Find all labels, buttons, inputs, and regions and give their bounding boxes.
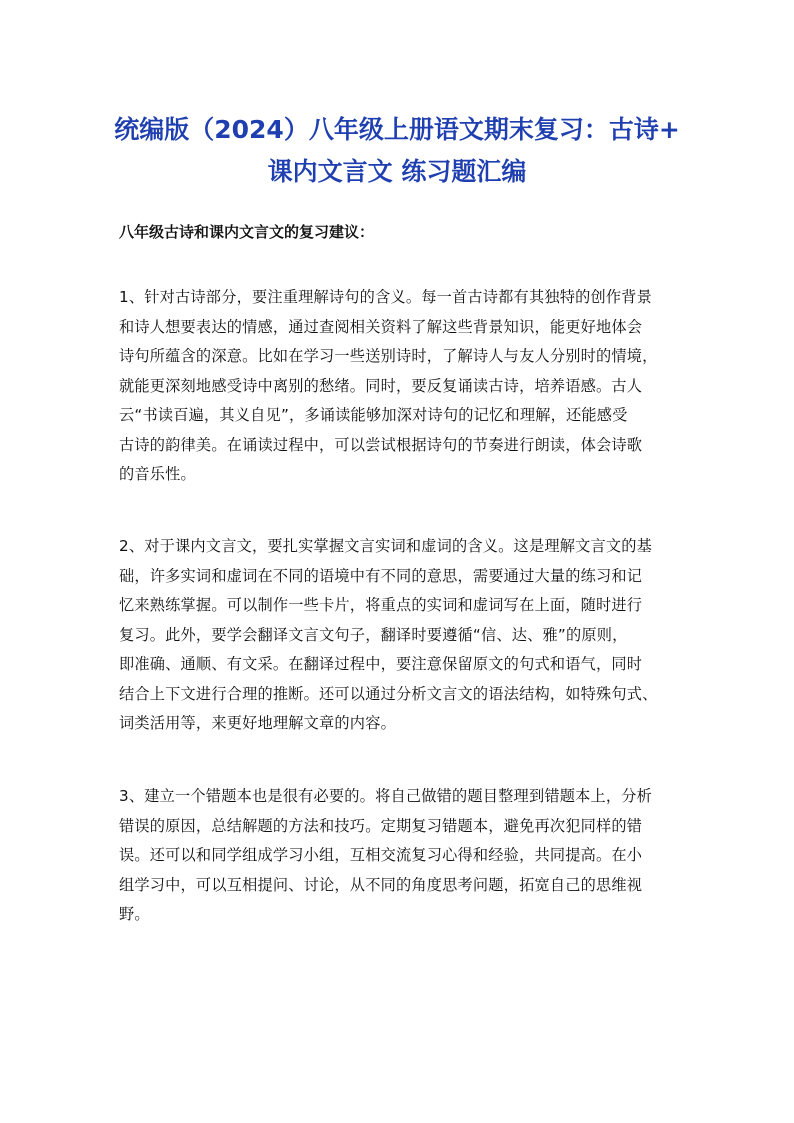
paragraph-line: 组学习中，可以互相提问、讨论，从不同的角度思考问题，拓宽自己的思维视 <box>119 875 643 894</box>
paragraph-line: 诗句所蕴含的深意。比如在学习一些送别诗时，了解诗人与友人分别时的情境， <box>119 347 658 365</box>
paragraph-line: 就能更深刻地感受诗中离别的愁绪。同时，要反复诵读古诗，培养语感。古人 <box>119 376 643 395</box>
paragraph-line: 复习。此外，要学会翻译文言文句子，翻译时要遵循“信、达、雅”的原则， <box>119 625 628 644</box>
paragraph-3 <box>119 782 685 930</box>
paragraph-line: 野。 <box>119 905 150 923</box>
paragraph-line: 忆来熟练掌握。可以制作一些卡片，将重点的实词和虚词写在上面，随时进行 <box>119 596 643 614</box>
paragraph-line: 3、建立一个错题本也是很有必要的。将自己做错的题目整理到错题本上，分析 <box>119 787 653 805</box>
paragraph-line: 和诗人想要表达的情感，通过查阅相关资料了解这些背景知识，能更好地体会 <box>119 317 643 336</box>
paragraph-line: 云“书读百遍，其义自见”，多诵读能够加深对诗句的记忆和理解，还能感受 <box>119 406 628 424</box>
paragraph-line: 误。还可以和同学组成学习小组，互相交流复习心得和经验，共同提高。在小 <box>119 846 643 864</box>
paragraph-line: 2、对于课内文言文，要扎实掌握文言实词和虚词的含义。这是理解文言文的基 <box>119 537 653 555</box>
paragraph-line: 古诗的韵律美。在诵读过程中，可以尝试根据诗句的节奏进行朗读，体会诗歌 <box>119 435 643 454</box>
paragraph-1 <box>119 283 685 490</box>
paragraph-line: 结合上下文进行合理的推断。还可以通过分析文言文的语法结构，如特殊句式、 <box>119 684 658 703</box>
section-subheading: 八年级古诗和课内文言文的复习建议： <box>119 223 375 241</box>
paragraph-line: 础，许多实词和虚词在不同的语境中有不同的意思，需要通过大量的练习和记 <box>119 566 643 585</box>
paragraph-line: 的音乐性。 <box>119 465 196 483</box>
paragraph-line: 即准确、通顺、有文采。在翻译过程中，要注意保留原文的句式和语气，同时 <box>119 655 643 673</box>
document-title-line-2: 课内文言文 练习题汇编 <box>267 157 527 186</box>
paragraph-line: 词类活用等，来更好地理解文章的内容。 <box>119 714 396 732</box>
paragraph-2 <box>119 532 685 739</box>
document-title-line-1: 统编版（2024）八年级上册语文期末复习：古诗+ <box>114 115 680 144</box>
paragraph-line: 错误的原因，总结解题的方法和技巧。定期复习错题本，避免再次犯同样的错 <box>119 816 643 835</box>
paragraph-line: 1、针对古诗部分，要注重理解诗句的含义。每一首古诗都有其独特的创作背景 <box>119 288 653 306</box>
